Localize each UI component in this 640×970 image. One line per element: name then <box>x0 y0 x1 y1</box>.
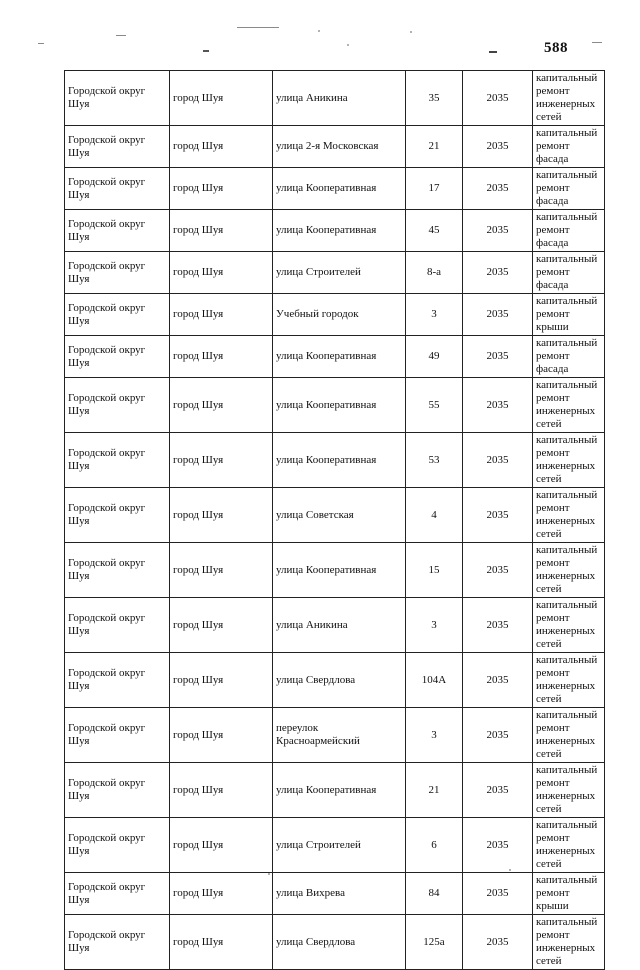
scan-mark <box>489 51 497 53</box>
work-type-cell: капитальный ремонт инженерных сетей <box>533 543 605 598</box>
table-row <box>65 915 605 970</box>
street-cell: улица Кооперативная <box>273 336 406 378</box>
work-type-cell: капитальный ремонт фасада <box>533 168 605 210</box>
year-cell: 2035 <box>463 168 533 210</box>
street-cell: улица Кооперативная <box>273 763 406 818</box>
city-cell: город Шуя <box>170 336 273 378</box>
scan-dot <box>318 30 320 32</box>
year-cell: 2035 <box>463 378 533 433</box>
street-cell: улица Советская <box>273 488 406 543</box>
city-cell: город Шуя <box>170 708 273 763</box>
house-number-cell: 53 <box>406 433 463 488</box>
house-number-cell: 84 <box>406 873 463 915</box>
work-type-cell: капитальный ремонт фасада <box>533 336 605 378</box>
house-number-cell: 21 <box>406 126 463 168</box>
city-cell: город Шуя <box>170 598 273 653</box>
city-cell: город Шуя <box>170 818 273 873</box>
street-cell: улица Кооперативная <box>273 168 406 210</box>
street-cell: улица Кооперативная <box>273 210 406 252</box>
district-cell: Городской округ Шуя <box>65 126 170 168</box>
scan-dot <box>347 44 349 46</box>
house-number-cell: 4 <box>406 488 463 543</box>
city-cell: город Шуя <box>170 210 273 252</box>
house-number-cell: 3 <box>406 294 463 336</box>
table-row <box>65 336 605 378</box>
year-cell: 2035 <box>463 708 533 763</box>
year-cell: 2035 <box>463 252 533 294</box>
district-cell: Городской округ Шуя <box>65 763 170 818</box>
district-cell: Городской округ Шуя <box>65 708 170 763</box>
table-row <box>65 543 605 598</box>
table-row <box>65 378 605 433</box>
district-cell: Городской округ Шуя <box>65 488 170 543</box>
records-table-body <box>65 71 605 970</box>
district-cell: Городской округ Шуя <box>65 915 170 970</box>
house-number-cell: 6 <box>406 818 463 873</box>
work-type-cell: капитальный ремонт инженерных сетей <box>533 433 605 488</box>
street-cell: улица Вихрева <box>273 873 406 915</box>
year-cell: 2035 <box>463 653 533 708</box>
house-number-cell: 49 <box>406 336 463 378</box>
year-cell: 2035 <box>463 598 533 653</box>
year-cell: 2035 <box>463 71 533 126</box>
city-cell: город Шуя <box>170 915 273 970</box>
district-cell: Городской округ Шуя <box>65 252 170 294</box>
street-cell: улица Аникина <box>273 71 406 126</box>
year-cell: 2035 <box>463 543 533 598</box>
house-number-cell: 125а <box>406 915 463 970</box>
work-type-cell: капитальный ремонт фасада <box>533 252 605 294</box>
city-cell: город Шуя <box>170 653 273 708</box>
work-type-cell: капитальный ремонт инженерных сетей <box>533 818 605 873</box>
street-cell: улица Строителей <box>273 252 406 294</box>
district-cell: Городской округ Шуя <box>65 598 170 653</box>
table-row <box>65 168 605 210</box>
house-number-cell: 35 <box>406 71 463 126</box>
house-number-cell: 8-а <box>406 252 463 294</box>
street-cell: улица Свердлова <box>273 653 406 708</box>
table-row <box>65 763 605 818</box>
work-type-cell: капитальный ремонт инженерных сетей <box>533 488 605 543</box>
city-cell: город Шуя <box>170 126 273 168</box>
work-type-cell: капитальный ремонт фасада <box>533 126 605 168</box>
table-row <box>65 294 605 336</box>
year-cell: 2035 <box>463 294 533 336</box>
city-cell: город Шуя <box>170 168 273 210</box>
city-cell: город Шуя <box>170 488 273 543</box>
scan-mark <box>203 50 209 52</box>
district-cell: Городской округ Шуя <box>65 873 170 915</box>
work-type-cell: капитальный ремонт инженерных сетей <box>533 71 605 126</box>
street-cell: улица Кооперативная <box>273 543 406 598</box>
scan-mark <box>237 27 279 28</box>
year-cell: 2035 <box>463 818 533 873</box>
house-number-cell: 17 <box>406 168 463 210</box>
table-row <box>65 433 605 488</box>
page-number: 588 <box>544 40 568 56</box>
year-cell: 2035 <box>463 763 533 818</box>
district-cell: Городской округ Шуя <box>65 210 170 252</box>
scan-dot <box>410 31 412 33</box>
year-cell: 2035 <box>463 210 533 252</box>
district-cell: Городской округ Шуя <box>65 653 170 708</box>
table-row <box>65 71 605 126</box>
year-cell: 2035 <box>463 336 533 378</box>
district-cell: Городской округ Шуя <box>65 71 170 126</box>
work-type-cell: капитальный ремонт инженерных сетей <box>533 598 605 653</box>
city-cell: город Шуя <box>170 294 273 336</box>
district-cell: Городской округ Шуя <box>65 818 170 873</box>
table-row <box>65 598 605 653</box>
street-cell: улица Свердлова <box>273 915 406 970</box>
city-cell: город Шуя <box>170 763 273 818</box>
table-row <box>65 653 605 708</box>
table-row <box>65 818 605 873</box>
table-row <box>65 488 605 543</box>
work-type-cell: капитальный ремонт фасада <box>533 210 605 252</box>
scan-mark <box>592 42 602 43</box>
city-cell: город Шуя <box>170 543 273 598</box>
table-row <box>65 210 605 252</box>
work-type-cell: капитальный ремонт инженерных сетей <box>533 708 605 763</box>
table-row <box>65 126 605 168</box>
scan-mark <box>116 35 126 36</box>
district-cell: Городской округ Шуя <box>65 433 170 488</box>
year-cell: 2035 <box>463 915 533 970</box>
year-cell: 2035 <box>463 126 533 168</box>
city-cell: город Шуя <box>170 252 273 294</box>
house-number-cell: 45 <box>406 210 463 252</box>
district-cell: Городской округ Шуя <box>65 168 170 210</box>
street-cell: Учебный городок <box>273 294 406 336</box>
scan-mark <box>38 43 44 44</box>
work-type-cell: капитальный ремонт крыши <box>533 294 605 336</box>
work-type-cell: капитальный ремонт инженерных сетей <box>533 763 605 818</box>
work-type-cell: капитальный ремонт инженерных сетей <box>533 378 605 433</box>
street-cell: улица Строителей <box>273 818 406 873</box>
year-cell: 2035 <box>463 873 533 915</box>
district-cell: Городской округ Шуя <box>65 378 170 433</box>
city-cell: город Шуя <box>170 71 273 126</box>
city-cell: город Шуя <box>170 378 273 433</box>
street-cell: улица Кооперативная <box>273 378 406 433</box>
city-cell: город Шуя <box>170 433 273 488</box>
work-type-cell: капитальный ремонт инженерных сетей <box>533 653 605 708</box>
house-number-cell: 55 <box>406 378 463 433</box>
work-type-cell: капитальный ремонт инженерных сетей <box>533 915 605 970</box>
table-row <box>65 873 605 915</box>
street-cell: улица 2-я Московская <box>273 126 406 168</box>
district-cell: Городской округ Шуя <box>65 543 170 598</box>
records-table <box>64 70 605 970</box>
city-cell: город Шуя <box>170 873 273 915</box>
street-cell: переулок Красноармейский <box>273 708 406 763</box>
house-number-cell: 15 <box>406 543 463 598</box>
house-number-cell: 104А <box>406 653 463 708</box>
table-row <box>65 252 605 294</box>
work-type-cell: капитальный ремонт крыши <box>533 873 605 915</box>
year-cell: 2035 <box>463 433 533 488</box>
house-number-cell: 3 <box>406 708 463 763</box>
street-cell: улица Аникина <box>273 598 406 653</box>
table-row <box>65 708 605 763</box>
house-number-cell: 21 <box>406 763 463 818</box>
district-cell: Городской округ Шуя <box>65 294 170 336</box>
district-cell: Городской округ Шуя <box>65 336 170 378</box>
street-cell: улица Кооперативная <box>273 433 406 488</box>
year-cell: 2035 <box>463 488 533 543</box>
house-number-cell: 3 <box>406 598 463 653</box>
